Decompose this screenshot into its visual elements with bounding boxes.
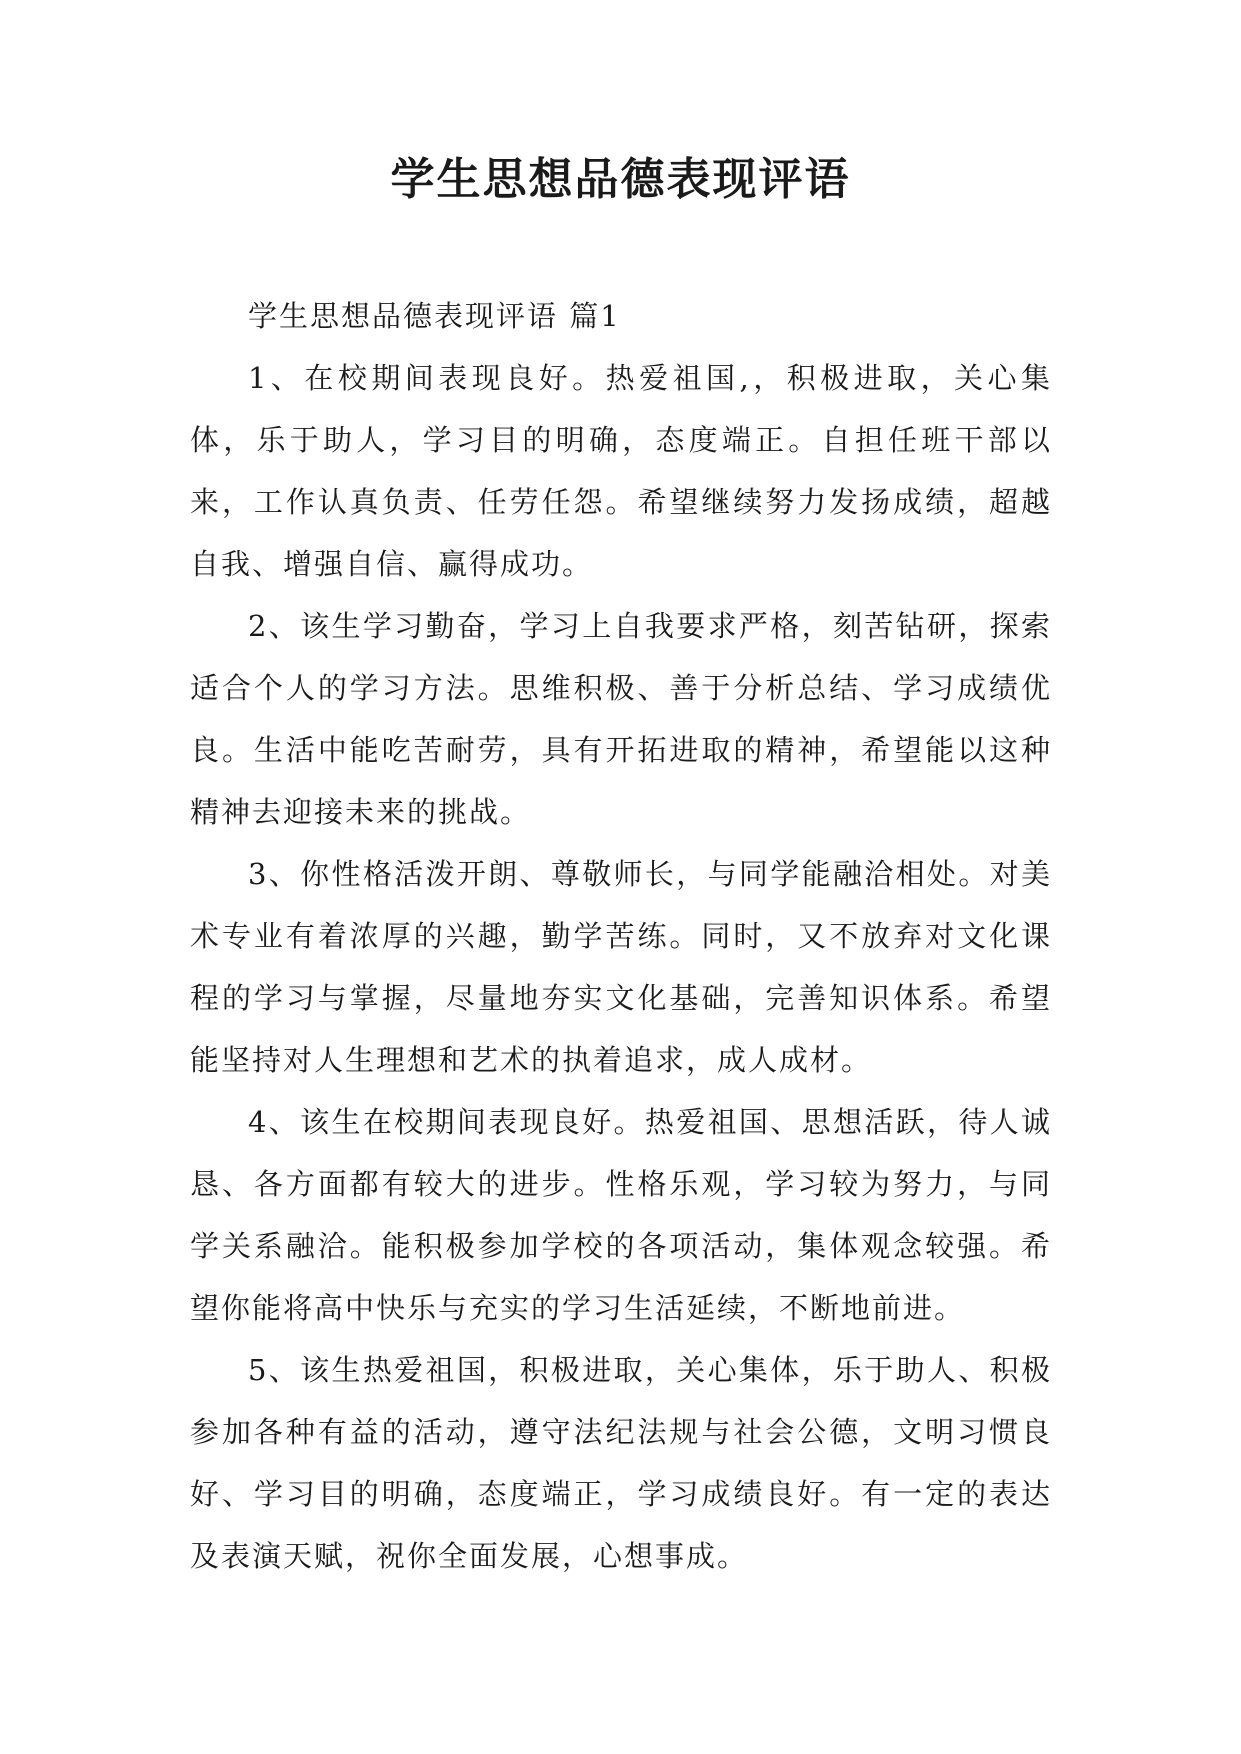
- paragraph-2: 2、该生学习勤奋，学习上自我要求严格，刻苦钻研，探索适合个人的学习方法。思维积极、善于分析总结、学习成绩优良。生活中能吃苦耐劳，具有开拓进取的精神，希望能以这种精神去迎接未来的挑战。: [190, 609, 1052, 829]
- paragraph-1: 1、在校期间表现良好。热爱祖国,，积极进取，关心集体，乐于助人，学习目的明确，态度端正。自担任班干部以来，工作认真负责、任劳任怨。希望继续努力发扬成绩，超越自我、增强自信、赢得成功。: [190, 361, 1052, 581]
- document-body: [190, 285, 1052, 1587]
- section-heading: 学生思想品德表现评语 篇1: [248, 299, 621, 333]
- paragraph-5: 5、该生热爱祖国，积极进取，关心集体，乐于助人、积极参加各种有益的活动，遵守法纪法规与社会公德，文明习惯良好、学习目的明确，态度端正，学习成绩良好。有一定的表达及表演天赋，祝你全面发展，心想事成。: [190, 1353, 1052, 1573]
- paragraph-3: 3、你性格活泼开朗、尊敬师长，与同学能融洽相处。对美术专业有着浓厚的兴趣，勤学苦练。同时，又不放弃对文化课程的学习与掌握，尽量地夯实文化基础，完善知识体系。希望能坚持对人生理想和艺术的执着追求，成人成材。: [190, 857, 1052, 1077]
- document-title: 学生思想品德表现评语: [390, 154, 851, 205]
- paragraph-4: 4、该生在校期间表现良好。热爱祖国、思想活跃，待人诚恳、各方面都有较大的进步。性格乐观，学习较为努力，与同学关系融洽。能积极参加学校的各项活动，集体观念较强。希望你能将高中快乐与充实的学习生活延续，不断地前进。: [190, 1105, 1052, 1325]
